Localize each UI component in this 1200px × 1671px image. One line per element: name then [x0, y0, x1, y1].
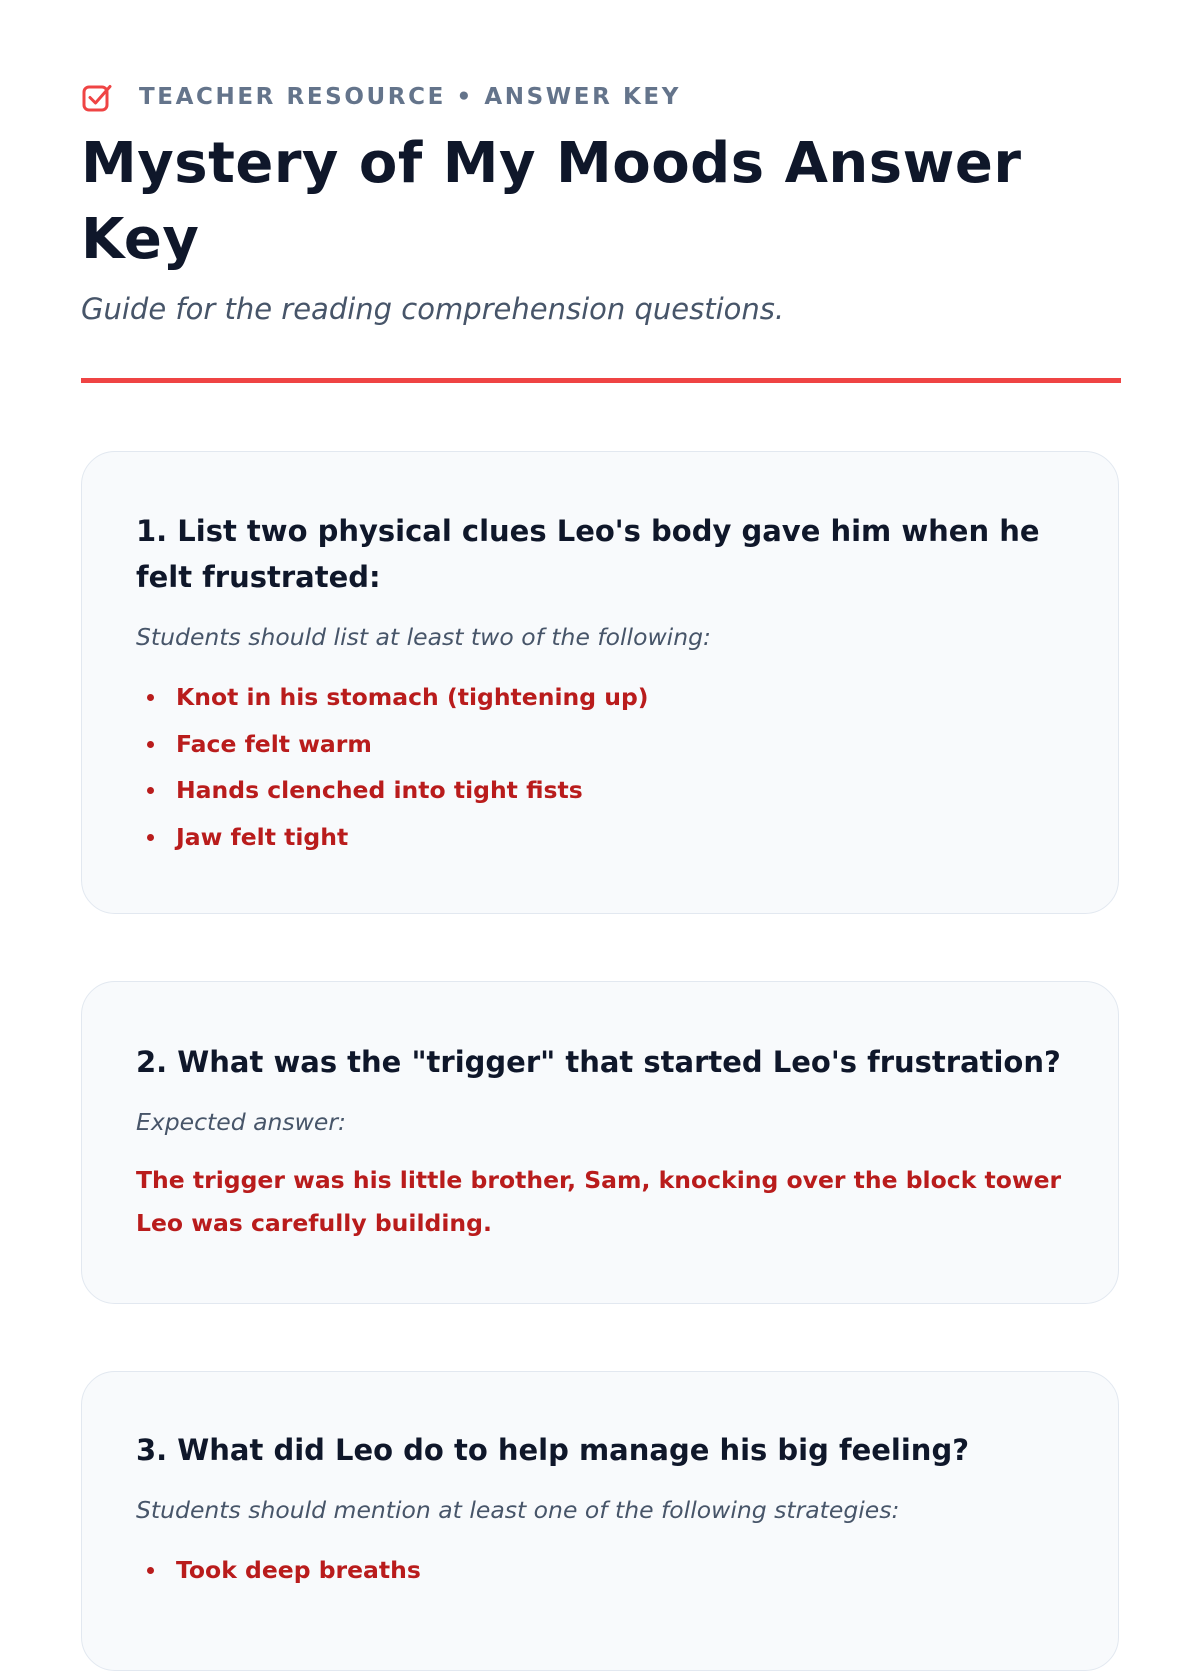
question-1-text: 1. List two physical clues Leo's body gave him when he felt frustrated: [136, 514, 1040, 594]
header-divider [81, 378, 1121, 383]
answer-item: Jaw felt tight [136, 814, 1064, 861]
eyebrow-label: TEACHER RESOURCE • ANSWER KEY [139, 84, 681, 110]
question-3-note: Students should mention at least one of the following strategies: [136, 1496, 900, 1524]
question-3-answer-list [136, 1547, 1064, 1594]
question-3-text: 3. What did Leo do to help manage his big feeling? [136, 1433, 970, 1467]
answer-item: Face felt warm [136, 721, 1064, 768]
page-subtitle: Guide for the reading comprehension questions. [81, 292, 785, 326]
question-card-1 [81, 451, 1119, 914]
question-1-note: Students should list at least two of the following: [136, 623, 711, 651]
checkbox-icon [81, 81, 113, 113]
header-eyebrow [81, 82, 681, 112]
question-2-text: 2. What was the "trigger" that started Leo's frustration? [136, 1045, 1061, 1079]
question-card-2 [81, 981, 1119, 1304]
question-card-3 [81, 1371, 1119, 1671]
question-1-answer-list [136, 674, 1064, 860]
answer-item: Hands clenched into tight fists [136, 767, 1064, 814]
question-2-answer: The trigger was his little brother, Sam, knocking over the block tower Leo was carefully building. [136, 1166, 1062, 1237]
answer-item: Knot in his stomach (tightening up) [136, 674, 1064, 721]
page-title: Mystery of My Moods Answer Key [81, 131, 1022, 272]
answer-item: Took deep breaths [136, 1547, 1064, 1594]
question-2-note: Expected answer: [136, 1108, 346, 1136]
